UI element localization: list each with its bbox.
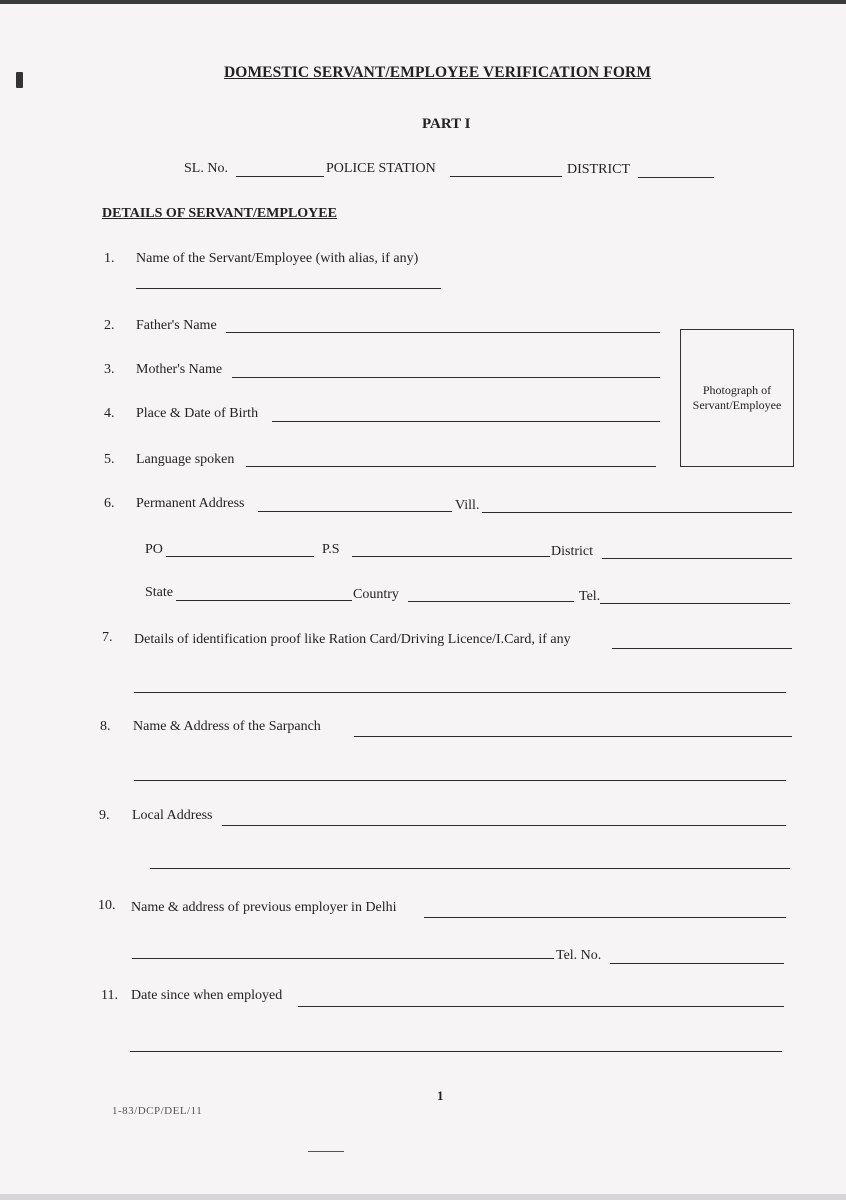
section-title: DETAILS OF SERVANT/EMPLOYEE <box>102 206 337 221</box>
footer-dash <box>308 1151 344 1152</box>
previous-employer-field[interactable] <box>424 917 786 918</box>
ps-label: P.S <box>322 542 340 557</box>
item-4-label: Place & Date of Birth <box>136 406 259 421</box>
item-5-number: 5. <box>104 452 115 467</box>
police-station-field[interactable] <box>450 176 562 177</box>
item-7-label: Details of identification proof like Ration Card/Driving Licence/I.Card, if any <box>134 632 571 647</box>
item-4-number: 4. <box>104 406 115 421</box>
tel-label: Tel. <box>579 589 601 604</box>
country-label: Country <box>353 587 399 602</box>
item-8-label: Name & Address of the Sarpanch <box>133 719 321 734</box>
sarpanch-field[interactable] <box>354 736 792 737</box>
local-address-field[interactable] <box>222 825 786 826</box>
po-label: PO <box>145 542 163 557</box>
item-1-label: Name of the Servant/Employee (with alias, if any) <box>136 251 419 266</box>
item-5-label: Language spoken <box>136 452 235 467</box>
photograph-label: Photograph of Servant/Employee <box>692 383 782 412</box>
form-title: DOMESTIC SERVANT/EMPLOYEE VERIFICATION FORM <box>224 64 652 81</box>
country-field[interactable] <box>408 601 574 602</box>
father-name-field[interactable] <box>226 332 660 333</box>
footer-code: 1-83/DCP/DEL/11 <box>112 1105 203 1117</box>
photograph-box <box>680 329 794 467</box>
item-9-number: 9. <box>99 808 110 823</box>
item-9-label: Local Address <box>132 808 213 823</box>
state-field[interactable] <box>176 600 352 601</box>
id-proof-field[interactable] <box>612 648 792 649</box>
scan-top-edge <box>0 0 846 4</box>
item-10-number: 10. <box>98 898 116 913</box>
item-1-number: 1. <box>104 251 115 266</box>
item-10-label: Name & address of previous employer in Delhi <box>131 900 397 915</box>
page-number: 1 <box>437 1088 444 1103</box>
item-6-number: 6. <box>104 496 115 511</box>
scan-bottom-edge <box>0 1194 846 1200</box>
employed-since-field-line-2[interactable] <box>130 1051 782 1052</box>
permanent-address-field[interactable] <box>258 511 452 512</box>
previous-employer-field-line-2[interactable] <box>132 958 554 959</box>
district-address-label: District <box>551 544 593 559</box>
vill-field[interactable] <box>482 512 792 513</box>
local-address-field-line-2[interactable] <box>150 868 790 869</box>
part-title: PART I <box>422 116 471 132</box>
item-8-number: 8. <box>100 719 111 734</box>
vill-label: Vill. <box>455 498 480 513</box>
sl-no-label: SL. No. <box>184 161 228 176</box>
item-11-label: Date since when employed <box>131 988 283 1003</box>
item-2-label: Father's Name <box>136 318 217 333</box>
birth-place-date-field[interactable] <box>272 421 660 422</box>
servant-name-field[interactable] <box>136 288 441 289</box>
district-address-field[interactable] <box>602 558 792 559</box>
previous-employer-tel-field[interactable] <box>610 963 784 964</box>
state-label: State <box>145 585 173 600</box>
mother-name-field[interactable] <box>232 377 660 378</box>
police-station-label: POLICE STATION <box>326 161 436 176</box>
district-field[interactable] <box>638 177 714 178</box>
previous-employer-tel-label: Tel. No. <box>556 948 602 963</box>
id-proof-field-line-2[interactable] <box>134 692 786 693</box>
ps-field[interactable] <box>352 556 550 557</box>
item-3-number: 3. <box>104 362 115 377</box>
item-7-number: 7. <box>102 630 113 645</box>
employed-since-field[interactable] <box>298 1006 784 1007</box>
item-3-label: Mother's Name <box>136 362 223 377</box>
item-2-number: 2. <box>104 318 115 333</box>
po-field[interactable] <box>166 556 314 557</box>
item-11-number: 11. <box>101 988 118 1003</box>
sarpanch-field-line-2[interactable] <box>134 780 786 781</box>
district-label: DISTRICT <box>567 162 630 177</box>
sl-no-field[interactable] <box>236 176 324 177</box>
item-6-label: Permanent Address <box>136 496 245 511</box>
language-field[interactable] <box>246 466 656 467</box>
binding-mark <box>16 72 23 88</box>
tel-field[interactable] <box>600 603 790 604</box>
